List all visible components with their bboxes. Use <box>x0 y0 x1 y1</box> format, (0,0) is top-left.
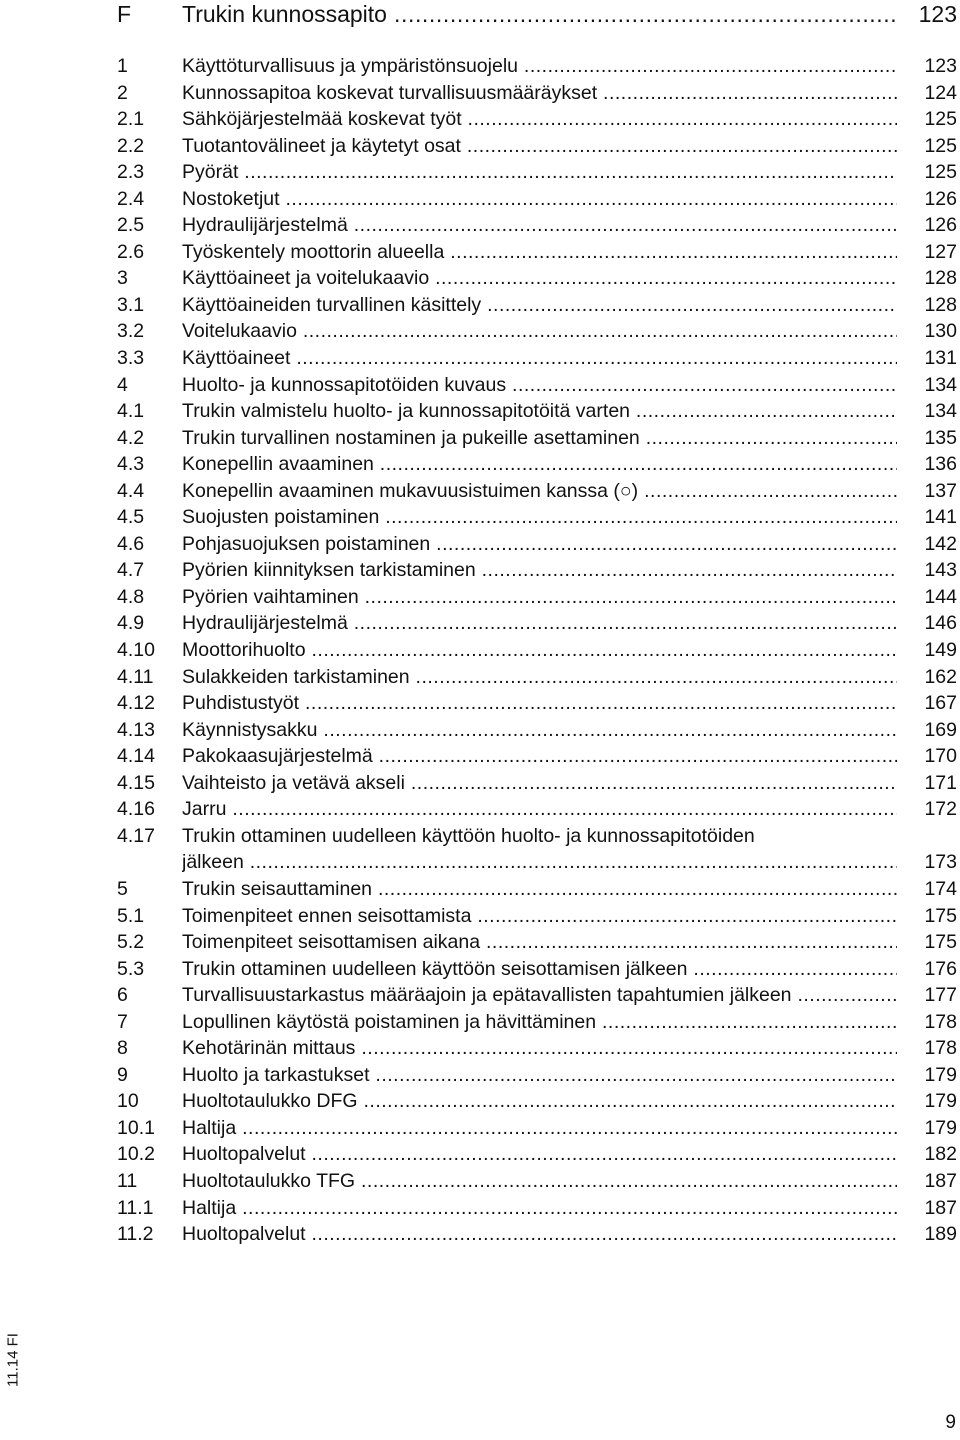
toc-entry-page: 136 <box>924 453 957 476</box>
toc-entry-title-wrap <box>182 823 897 876</box>
toc-entry[interactable] <box>117 133 957 160</box>
toc-entry-title-wrap <box>182 451 897 478</box>
toc-entry[interactable] <box>117 1195 957 1222</box>
toc-entry[interactable] <box>117 1035 957 1062</box>
toc-entry-title: Suojusten poistaminen ..... <box>182 504 897 531</box>
toc-entry[interactable] <box>117 584 957 611</box>
toc-entry-title-wrap <box>182 1035 897 1062</box>
toc-entry-page: 135 <box>924 426 957 449</box>
toc-entry-page: 125 <box>924 134 957 157</box>
toc-entry-title-wrap <box>182 531 897 558</box>
toc-entry-title: Konepellin avaaminen mukavuusistuimen kanssa (○) ..... <box>182 478 897 505</box>
toc-entry-number: 3.1 <box>117 293 145 316</box>
toc-entry-page: 146 <box>924 612 957 635</box>
toc-entry-title-wrap <box>182 80 897 107</box>
toc-entry[interactable] <box>117 956 957 983</box>
toc-entry-number: 5.1 <box>117 904 145 927</box>
toc-entry-title: Huolto- ja kunnossapitotöiden kuvaus ..... <box>182 372 897 399</box>
toc-entry-number: 4.14 <box>117 745 155 768</box>
toc-entry-page: 162 <box>924 665 957 688</box>
toc-entry-title: Työskentely moottorin alueella ..... <box>182 239 897 266</box>
toc-entry-title: Trukin seisauttaminen ..... <box>182 876 897 903</box>
toc-entry-number: 7 <box>117 1010 128 1033</box>
toc-entry-page: 141 <box>924 506 957 529</box>
toc-entry-title-wrap <box>182 292 897 319</box>
toc-entry-title-wrap <box>182 690 897 717</box>
toc-entry-page: 130 <box>924 320 957 343</box>
section-title: Trukin kunnossapito ..... <box>182 0 897 28</box>
toc-entry[interactable] <box>117 796 957 823</box>
toc-entry-title-wrap <box>182 584 897 611</box>
toc-entry-title-wrap <box>182 637 897 664</box>
toc-entry-page: 142 <box>924 532 957 555</box>
toc-entry-title-wrap <box>182 770 897 797</box>
toc-entry-page: 128 <box>924 293 957 316</box>
toc-entry-page: 134 <box>924 400 957 423</box>
toc-entry-title-wrap <box>182 1062 897 1089</box>
toc-entry-title: Sulakkeiden tarkistaminen ..... <box>182 664 897 691</box>
toc-entry-number: 4.7 <box>117 559 145 582</box>
toc-entry-title: Käyttöaineet ..... <box>182 345 897 372</box>
toc-entry-page: 173 <box>924 851 957 874</box>
toc-entry-number: 4.15 <box>117 771 155 794</box>
toc-entry[interactable] <box>117 1168 957 1195</box>
toc-entry-title: Trukin valmistelu huolto- ja kunnossapitotöitä varten ..... <box>182 398 897 425</box>
toc-entry[interactable] <box>117 451 957 478</box>
toc-entry-number: 10 <box>117 1090 139 1113</box>
toc-entry-title: Jarru ..... <box>182 796 897 823</box>
toc-entry-title: Turvallisuustarkastus määräajoin ja epätavallisten tapahtumien jälkeen ..... <box>182 982 897 1009</box>
toc-entry-number: 5 <box>117 877 128 900</box>
toc-entry-title-wrap <box>182 610 897 637</box>
toc-entry-page: 126 <box>924 187 957 210</box>
toc-entry-title: Pyörien vaihtaminen ..... <box>182 584 897 611</box>
toc-entry[interactable] <box>117 637 957 664</box>
toc-entry-number: 11.2 <box>117 1223 154 1246</box>
toc-entry-number: 2.2 <box>117 134 145 157</box>
toc-entry-number: 5.2 <box>117 931 145 954</box>
toc-entry-number: 2.1 <box>117 108 145 131</box>
toc-entry-title: Huoltopalvelut ..... <box>182 1221 897 1248</box>
toc-entry-title-wrap <box>182 212 897 239</box>
toc-entry-title: Huoltopalvelut ..... <box>182 1141 897 1168</box>
toc-entry-number: 4.8 <box>117 585 145 608</box>
toc-entry-title: Lopullinen käytöstä poistaminen ja hävittäminen ..... <box>182 1009 897 1036</box>
toc-entry-page: 167 <box>924 692 957 715</box>
toc-entry-title: Kehotärinän mittaus ..... <box>182 1035 897 1062</box>
toc-entry-number: 3 <box>117 267 128 290</box>
toc-entry-title-wrap <box>182 796 897 823</box>
toc-entry-title: Kunnossapitoa koskevat turvallisuusmääräykset ..... <box>182 80 897 107</box>
toc-entry-page: 128 <box>924 267 957 290</box>
toc-entry-title-continued: jälkeen ..... <box>182 849 897 876</box>
toc-entry-page: 178 <box>924 1010 957 1033</box>
toc-entry-title-wrap <box>182 557 897 584</box>
toc-entry-page: 137 <box>924 479 957 502</box>
toc-entry-page: 125 <box>924 161 957 184</box>
toc-entry-title: Puhdistustyöt ..... <box>182 690 897 717</box>
toc-entry[interactable] <box>117 1009 957 1036</box>
toc-entry[interactable] <box>117 717 957 744</box>
toc-entry[interactable] <box>117 80 957 107</box>
toc-entry-title-wrap <box>182 345 897 372</box>
toc-entry[interactable] <box>117 690 957 717</box>
toc-entry-page: 149 <box>924 639 957 662</box>
toc-entry-title-wrap <box>182 159 897 186</box>
toc-entry-title-wrap <box>182 717 897 744</box>
toc-entry-number: 4.4 <box>117 479 145 502</box>
toc-entry-title-wrap <box>182 982 897 1009</box>
toc-entry-page: 174 <box>924 877 957 900</box>
toc-entry-number: 10.1 <box>117 1116 155 1139</box>
toc-entry-number: 4.13 <box>117 718 155 741</box>
toc-entry[interactable] <box>117 823 957 876</box>
toc-entry-number: 1 <box>117 55 128 77</box>
toc-entry[interactable] <box>117 1115 957 1142</box>
toc-entry-title-wrap <box>182 265 897 292</box>
toc-entry[interactable] <box>117 53 957 80</box>
toc-entry-title: Pyörien kiinnityksen tarkistaminen ..... <box>182 557 897 584</box>
toc-section-heading[interactable] <box>117 0 957 28</box>
toc-entry-number: 2.3 <box>117 161 145 184</box>
toc-entry-page: 179 <box>924 1063 957 1086</box>
toc-entry-page: 143 <box>924 559 957 582</box>
toc-entry-page: 123 <box>924 55 957 77</box>
toc-entry[interactable] <box>117 318 957 345</box>
toc-entry[interactable] <box>117 1221 957 1248</box>
toc-entry-title-wrap <box>182 1168 897 1195</box>
toc-entry-number: 11.1 <box>117 1196 154 1219</box>
toc-entry-title: Konepellin avaaminen ..... <box>182 451 897 478</box>
toc-entry[interactable] <box>117 770 957 797</box>
toc-entry-number: 4.16 <box>117 798 155 821</box>
toc-entry-page: 175 <box>924 931 957 954</box>
toc-entry-page: 124 <box>924 81 957 104</box>
toc-entry-title-wrap <box>182 239 897 266</box>
toc-entry-number: 4.11 <box>117 665 154 688</box>
toc-entry-page: 179 <box>924 1090 957 1113</box>
toc-entry-title: Toimenpiteet ennen seisottamista ..... <box>182 903 897 930</box>
toc-entry-title-wrap <box>182 876 897 903</box>
toc-entry-title: Käyttöaineet ja voitelukaavio ..... <box>182 265 897 292</box>
toc-entry-title: Käyttöaineiden turvallinen käsittely ..... <box>182 292 897 319</box>
toc-entry-title: Trukin turvallinen nostaminen ja pukeille asettaminen ..... <box>182 425 897 452</box>
toc-entry-page: 175 <box>924 904 957 927</box>
toc-entry[interactable] <box>117 929 957 956</box>
toc-entry-page: 182 <box>924 1143 957 1166</box>
toc-entry-title: Käynnistysakku ..... <box>182 717 897 744</box>
toc-entry[interactable] <box>117 1088 957 1115</box>
toc-entry[interactable] <box>117 106 957 133</box>
toc-entry[interactable] <box>117 531 957 558</box>
toc-entry-number: 4.1 <box>117 400 145 423</box>
toc-entry-title-wrap <box>182 1195 897 1222</box>
toc-entry-page: 189 <box>924 1223 957 1246</box>
toc-entry-title: Hydraulijärjestelmä ..... <box>182 212 897 239</box>
toc-entry-number: 4.9 <box>117 612 145 635</box>
toc-entry-title: Trukin ottaminen uudelleen käyttöön seisottamisen jälkeen ..... <box>182 956 897 983</box>
toc-entry[interactable] <box>117 504 957 531</box>
edition-stamp <box>3 1330 23 1390</box>
toc-entry-number: 4.5 <box>117 506 145 529</box>
toc-entry-page: 179 <box>924 1116 957 1139</box>
toc-entry-page: 178 <box>924 1037 957 1060</box>
toc-entry-title: Nostoketjut ..... <box>182 186 897 213</box>
toc-entry-title-wrap <box>182 425 897 452</box>
toc-entry[interactable] <box>117 239 957 266</box>
toc-entry-page: 172 <box>924 798 957 821</box>
toc-entry[interactable] <box>117 478 957 505</box>
toc-entry[interactable] <box>117 876 957 903</box>
toc-entry-title: Tuotantovälineet ja käytetyt osat ..... <box>182 133 897 160</box>
toc-entry[interactable] <box>117 159 957 186</box>
toc-entry-title-wrap <box>182 398 897 425</box>
toc-entry-title-wrap <box>182 1141 897 1168</box>
toc-entry-number: 2.5 <box>117 214 145 237</box>
toc-entry[interactable] <box>117 743 957 770</box>
toc-entry[interactable] <box>117 186 957 213</box>
toc-entry-number: 11 <box>117 1169 138 1192</box>
toc-entry-page: 177 <box>924 984 957 1007</box>
toc-entry-title: Haltija ..... <box>182 1115 897 1142</box>
toc-entry[interactable] <box>117 398 957 425</box>
toc-entry-title: Huoltotaulukko TFG ..... <box>182 1168 897 1195</box>
toc-entry[interactable] <box>117 1141 957 1168</box>
toc-entry-number: 3.2 <box>117 320 145 343</box>
section-letter: F <box>117 1 132 27</box>
toc-entry-title-wrap <box>182 504 897 531</box>
toc-entry-number: 8 <box>117 1037 128 1060</box>
toc-entry[interactable] <box>117 265 957 292</box>
toc-entry-title-wrap <box>182 372 897 399</box>
toc-entry-title: Huolto ja tarkastukset ..... <box>182 1062 897 1089</box>
toc-entry-title: Haltija ..... <box>182 1195 897 1222</box>
toc-entry-number: 4.3 <box>117 453 145 476</box>
toc-entry[interactable] <box>117 372 957 399</box>
page-number: 9 <box>945 1412 956 1433</box>
toc-entry-title-wrap <box>182 903 897 930</box>
toc-entry[interactable] <box>117 610 957 637</box>
toc-entry-page: 126 <box>924 214 957 237</box>
toc-entry-number: 4 <box>117 373 128 396</box>
toc-entry-number: 2.6 <box>117 240 145 263</box>
toc-entry[interactable] <box>117 212 957 239</box>
toc-entry-page: 187 <box>924 1169 957 1192</box>
toc-entry-title: Toimenpiteet seisottamisen aikana ..... <box>182 929 897 956</box>
toc-entry-title: Pyörät ..... <box>182 159 897 186</box>
toc-entry-page: 134 <box>924 373 957 396</box>
toc-entry-number: 4.17 <box>117 824 155 847</box>
toc-entry-number: 10.2 <box>117 1143 155 1166</box>
toc-entry-number: 6 <box>117 984 128 1007</box>
toc-entry-title-wrap <box>182 1221 897 1248</box>
toc-entry-title-wrap <box>182 133 897 160</box>
toc-entry-title: Trukin ottaminen uudelleen käyttöön huolto- ja kunnossapitotöiden <box>182 824 755 847</box>
section-title-wrap <box>182 0 897 28</box>
toc-entry-title: Hydraulijärjestelmä ..... <box>182 610 897 637</box>
toc-entry-number: 4.6 <box>117 532 145 555</box>
toc-entry-title-wrap <box>182 743 897 770</box>
toc-entry-page: 169 <box>924 718 957 741</box>
toc-entry[interactable] <box>117 1062 957 1089</box>
toc-entry-title-wrap <box>182 53 897 80</box>
toc-entry-number: 4.12 <box>117 692 155 715</box>
toc-entry-title-wrap <box>182 1009 897 1036</box>
toc-entry-page: 176 <box>924 957 957 980</box>
toc-entry-title-wrap <box>182 478 897 505</box>
toc-entry-title: Moottorihuolto ..... <box>182 637 897 664</box>
toc-entry-number: 3.3 <box>117 347 145 370</box>
toc-entry-title: Vaihteisto ja vetävä akseli ..... <box>182 770 897 797</box>
toc-entry-title-wrap <box>182 106 897 133</box>
toc-entry-title-wrap <box>182 956 897 983</box>
toc-entry-title: Voitelukaavio ..... <box>182 318 897 345</box>
toc-entry-title-wrap <box>182 186 897 213</box>
toc-entry-title-wrap <box>182 664 897 691</box>
toc-entry[interactable] <box>117 425 957 452</box>
table-of-contents <box>117 53 957 1248</box>
toc-entry[interactable] <box>117 903 957 930</box>
toc-entry-page: 144 <box>924 585 957 608</box>
toc-entry[interactable] <box>117 557 957 584</box>
toc-entry[interactable] <box>117 664 957 691</box>
toc-entry-title-wrap <box>182 1115 897 1142</box>
toc-entry-title: Huoltotaulukko DFG ..... <box>182 1088 897 1115</box>
toc-entry-page: 170 <box>924 745 957 768</box>
toc-entry-number: 2 <box>117 81 128 104</box>
toc-entry-number: 4.10 <box>117 639 155 662</box>
toc-entry-title: Käyttöturvallisuus ja ympäristönsuojelu ..... <box>182 53 897 80</box>
toc-entry-page: 171 <box>924 771 957 794</box>
section-page: 123 <box>918 1 957 27</box>
toc-entry-title: Pakokaasujärjestelmä ..... <box>182 743 897 770</box>
toc-entry-title-wrap <box>182 318 897 345</box>
toc-entry-title-wrap <box>182 929 897 956</box>
toc-entry-title: Sähköjärjestelmää koskevat työt ..... <box>182 106 897 133</box>
toc-entry-page: 187 <box>924 1196 957 1219</box>
toc-entry-title: Pohjasuojuksen poistaminen ..... <box>182 531 897 558</box>
toc-entry[interactable] <box>117 982 957 1009</box>
toc-entry-title-wrap <box>182 1088 897 1115</box>
toc-entry-number: 5.3 <box>117 957 145 980</box>
toc-entry-number: 9 <box>117 1063 128 1086</box>
toc-entry-number: 4.2 <box>117 426 145 449</box>
toc-entry-number: 2.4 <box>117 187 145 210</box>
edition-text: 11.14 FI <box>4 1333 22 1387</box>
toc-entry-page: 131 <box>924 347 957 370</box>
toc-entry[interactable] <box>117 292 957 319</box>
toc-entry[interactable] <box>117 345 957 372</box>
toc-entry-page: 125 <box>924 108 957 131</box>
toc-entry-page: 127 <box>924 240 957 263</box>
